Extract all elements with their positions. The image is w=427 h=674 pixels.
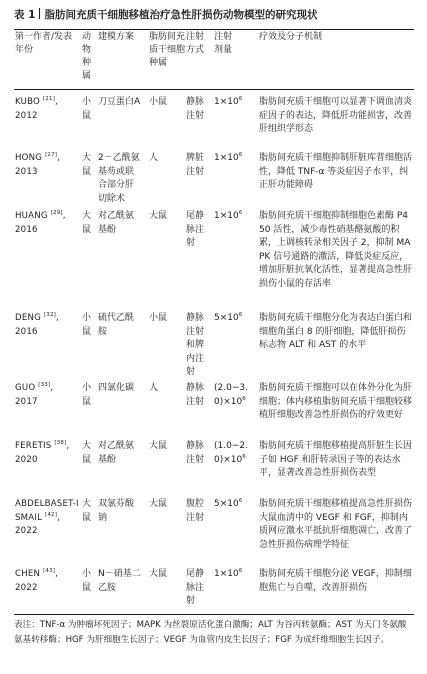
route-cell: 尾静脉注射 <box>186 211 205 248</box>
reference-number: [29] <box>50 210 63 216</box>
header-dose: 注射剂量 <box>214 32 233 55</box>
author-cell <box>15 440 77 467</box>
dose-cell <box>214 498 254 512</box>
modeling-cell: 刀豆蛋白A <box>98 97 141 107</box>
author-cell <box>15 152 77 179</box>
publication-year: 2016 <box>15 224 38 235</box>
dose-exponent: 6 <box>238 96 243 102</box>
table-title: 脂肪间充质干细胞移植治疗急性肝损伤动物模型的研究现状 <box>44 9 318 21</box>
header-author: 第一作者/发表年份 <box>15 32 73 55</box>
animal-cell: 小鼠 <box>82 97 92 121</box>
dose-cell <box>214 440 254 467</box>
dose-cell <box>214 96 254 110</box>
dose-exponent: 6 <box>238 568 243 574</box>
author-comma: , <box>57 512 61 523</box>
mechanism-cell: 脂肪间充质干细胞分泌 VEGF，抑制细胞焦亡与自噬，改善肝损伤 <box>259 569 412 593</box>
reference-number: [21] <box>42 96 56 102</box>
table-number: 表 1 <box>14 9 36 21</box>
modeling-cell: 四氯化碳 <box>98 383 135 393</box>
author-cell <box>15 210 77 237</box>
route-cell: 脾脏注射 <box>186 153 205 177</box>
publication-year: 2016 <box>15 326 38 337</box>
dose-exponent: 6 <box>238 312 243 318</box>
route-cell: 静脉注射和脾内注射 <box>186 313 205 377</box>
route-cell: 尾静脉注射 <box>186 569 205 606</box>
author-cell <box>15 382 77 409</box>
publication-year: 2022 <box>15 526 38 536</box>
author-cell <box>15 312 77 339</box>
dose-exponent: 6 <box>238 498 243 504</box>
dose-value: 1×10 <box>214 153 239 163</box>
reference-number: [33] <box>38 382 51 388</box>
cell-species-cell: 大鼠 <box>149 211 168 221</box>
dose-value: 5×10 <box>214 313 239 323</box>
author-comma: , <box>66 441 70 451</box>
header-rule <box>14 89 414 90</box>
header-cell-species: 脂肪间充质干细胞种属 <box>149 32 186 68</box>
modeling-cell: 对乙酰氨基酚 <box>98 441 135 465</box>
modeling-cell: 2－乙酰氨基芴或联合部分肝切除术 <box>98 153 140 204</box>
author-comma: , <box>50 383 54 393</box>
header-mechanism: 疗效及分子机制 <box>259 32 323 42</box>
author-cell <box>15 568 77 595</box>
route-cell: 静脉注射 <box>186 97 205 121</box>
dose-value: (2.0−3.0)×10 <box>214 383 248 407</box>
dose-exponent: 6 <box>238 210 243 216</box>
animal-cell: 大鼠 <box>82 153 92 177</box>
animal-cell: 大鼠 <box>82 441 92 465</box>
reference-number: [32] <box>43 312 56 318</box>
dose-cell <box>214 312 254 326</box>
animal-cell: 大鼠 <box>82 211 92 235</box>
author-name: CHEN <box>15 569 41 579</box>
header-animal: 动物种属 <box>82 32 92 81</box>
header-route: 注射方式 <box>186 32 205 55</box>
dose-value: (1.0−2.0)×10 <box>214 441 248 465</box>
mechanism-cell: 脂肪间充质干细胞抑制肝脏库普细胞活性，降低 TNF-α 等炎症因子水平，纠正肝功能障碍 <box>259 153 413 190</box>
route-cell: 腹腔注射 <box>186 499 205 523</box>
top-rule <box>14 29 414 30</box>
publication-year: 2017 <box>15 396 38 407</box>
author-name: DENG <box>15 313 41 323</box>
route-cell: 静脉注射 <box>186 383 205 407</box>
cell-species-cell: 大鼠 <box>149 569 168 579</box>
header-modeling: 建模方案 <box>98 32 135 42</box>
publication-year: 2020 <box>15 454 38 465</box>
table-caption <box>14 7 317 22</box>
publication-year: 2013 <box>15 166 38 177</box>
table-header <box>0 31 427 89</box>
author-name: KUBO <box>15 97 41 107</box>
reference-number: [38] <box>54 440 67 446</box>
reference-number: [43] <box>43 568 56 574</box>
animal-cell: 小鼠 <box>82 313 92 337</box>
modeling-cell: 硫代乙酰胺 <box>98 313 135 337</box>
publication-year: 2022 <box>15 582 38 593</box>
reference-number: [42] <box>45 511 58 518</box>
mechanism-cell: 脂肪间充质干细胞移植提高急性肝损伤大鼠血清中的 VEGF 和 FGF，抑制内质网应激水平抵抗肝细胞凋亡，改善了急性肝损伤病理学特征 <box>259 499 413 550</box>
dose-cell <box>214 568 254 582</box>
author-comma: , <box>55 97 58 107</box>
mechanism-cell: 脂肪间充质干细胞移植提高肝脏生长因子如 HGF 和肝转录因子等的表达水平，显著改善急性肝损伤表型 <box>259 441 413 478</box>
caption-separator <box>39 8 40 19</box>
reference-number: [27] <box>45 152 58 158</box>
publication-year: 2012 <box>15 110 38 121</box>
dose-value: 5×10 <box>214 499 239 509</box>
author-cell <box>15 96 77 123</box>
modeling-cell: 对乙酰氨基酚 <box>98 211 135 235</box>
author-comma: , <box>55 569 59 579</box>
cell-species-cell: 人 <box>149 383 159 393</box>
cell-species-cell: 大鼠 <box>149 441 168 451</box>
author-comma: , <box>62 211 66 221</box>
dose-cell <box>214 152 254 166</box>
animal-cell: 小鼠 <box>82 383 92 407</box>
bottom-rule <box>14 614 414 615</box>
table-footnote: 表注：TNF-α 为肿瘤坏死因子；MAPK 为丝裂原活化蛋白激酶；ALT 为谷丙转氨酶；AST 为天门冬氨酸氨基转移酶；HGF 为肝细胞生长因子；VEGF 为血管内皮生长因子；FGF 为成纤维细胞生长因子。 <box>14 620 407 645</box>
author-cell <box>15 498 81 539</box>
dose-value: 1×10 <box>214 97 239 107</box>
modeling-cell: 双氯芬酸钠 <box>98 499 135 523</box>
dose-value: 1×10 <box>214 569 239 579</box>
author-comma: , <box>57 153 61 163</box>
mechanism-cell: 脂肪间充质干细胞可以显著下调血清炎症因子的表达，降低肝功能损害，改善肝组织学形态 <box>259 97 413 134</box>
author-name: ABDELBASET-ISMAIL <box>15 499 79 523</box>
mechanism-cell: 脂肪间充质干细胞可以在体外分化为肝细胞；体内移植脂肪间充质干细胞较移植肝细胞改善急性肝损伤的疗效更好 <box>259 383 413 420</box>
dose-exponent: 6 <box>238 152 243 158</box>
animal-cell: 大鼠 <box>82 499 92 523</box>
animal-cell: 小鼠 <box>82 569 92 593</box>
author-name: HUANG <box>15 211 48 221</box>
modeling-cell: N－硝基二乙胺 <box>98 569 141 593</box>
dose-exponent: 6 <box>242 453 246 460</box>
dose-exponent: 6 <box>242 395 246 402</box>
mechanism-cell: 脂肪间充质干细胞分化为表达白蛋白和细胞角蛋白 8 的肝细胞，降低肝损伤标志物 ALT 和 AST 的水平 <box>259 313 413 350</box>
dose-cell <box>214 382 254 409</box>
cell-species-cell: 大鼠 <box>149 499 168 509</box>
cell-species-cell: 人 <box>149 153 159 163</box>
cell-species-cell: 小鼠 <box>149 97 168 107</box>
mechanism-cell: 脂肪间充质干细胞抑制细胞色素酶 P450 活性，减少毒性硝基酪氨酸的积累，上调核转录相关因子 2，抑制 MAPK 信号通路的激活，降低炎症反应，增加肝脏抗氧化活性，显著提高急性肝损伤小鼠的存活率 <box>259 211 413 289</box>
author-name: GUO <box>15 383 36 393</box>
author-comma: , <box>55 313 59 323</box>
cell-species-cell: 小鼠 <box>149 313 168 323</box>
dose-value: 1×10 <box>214 211 239 221</box>
author-name: HONG <box>15 153 43 163</box>
dose-cell <box>214 210 254 224</box>
author-name: FERETIS <box>15 441 52 451</box>
route-cell: 静脉注射 <box>186 441 205 465</box>
